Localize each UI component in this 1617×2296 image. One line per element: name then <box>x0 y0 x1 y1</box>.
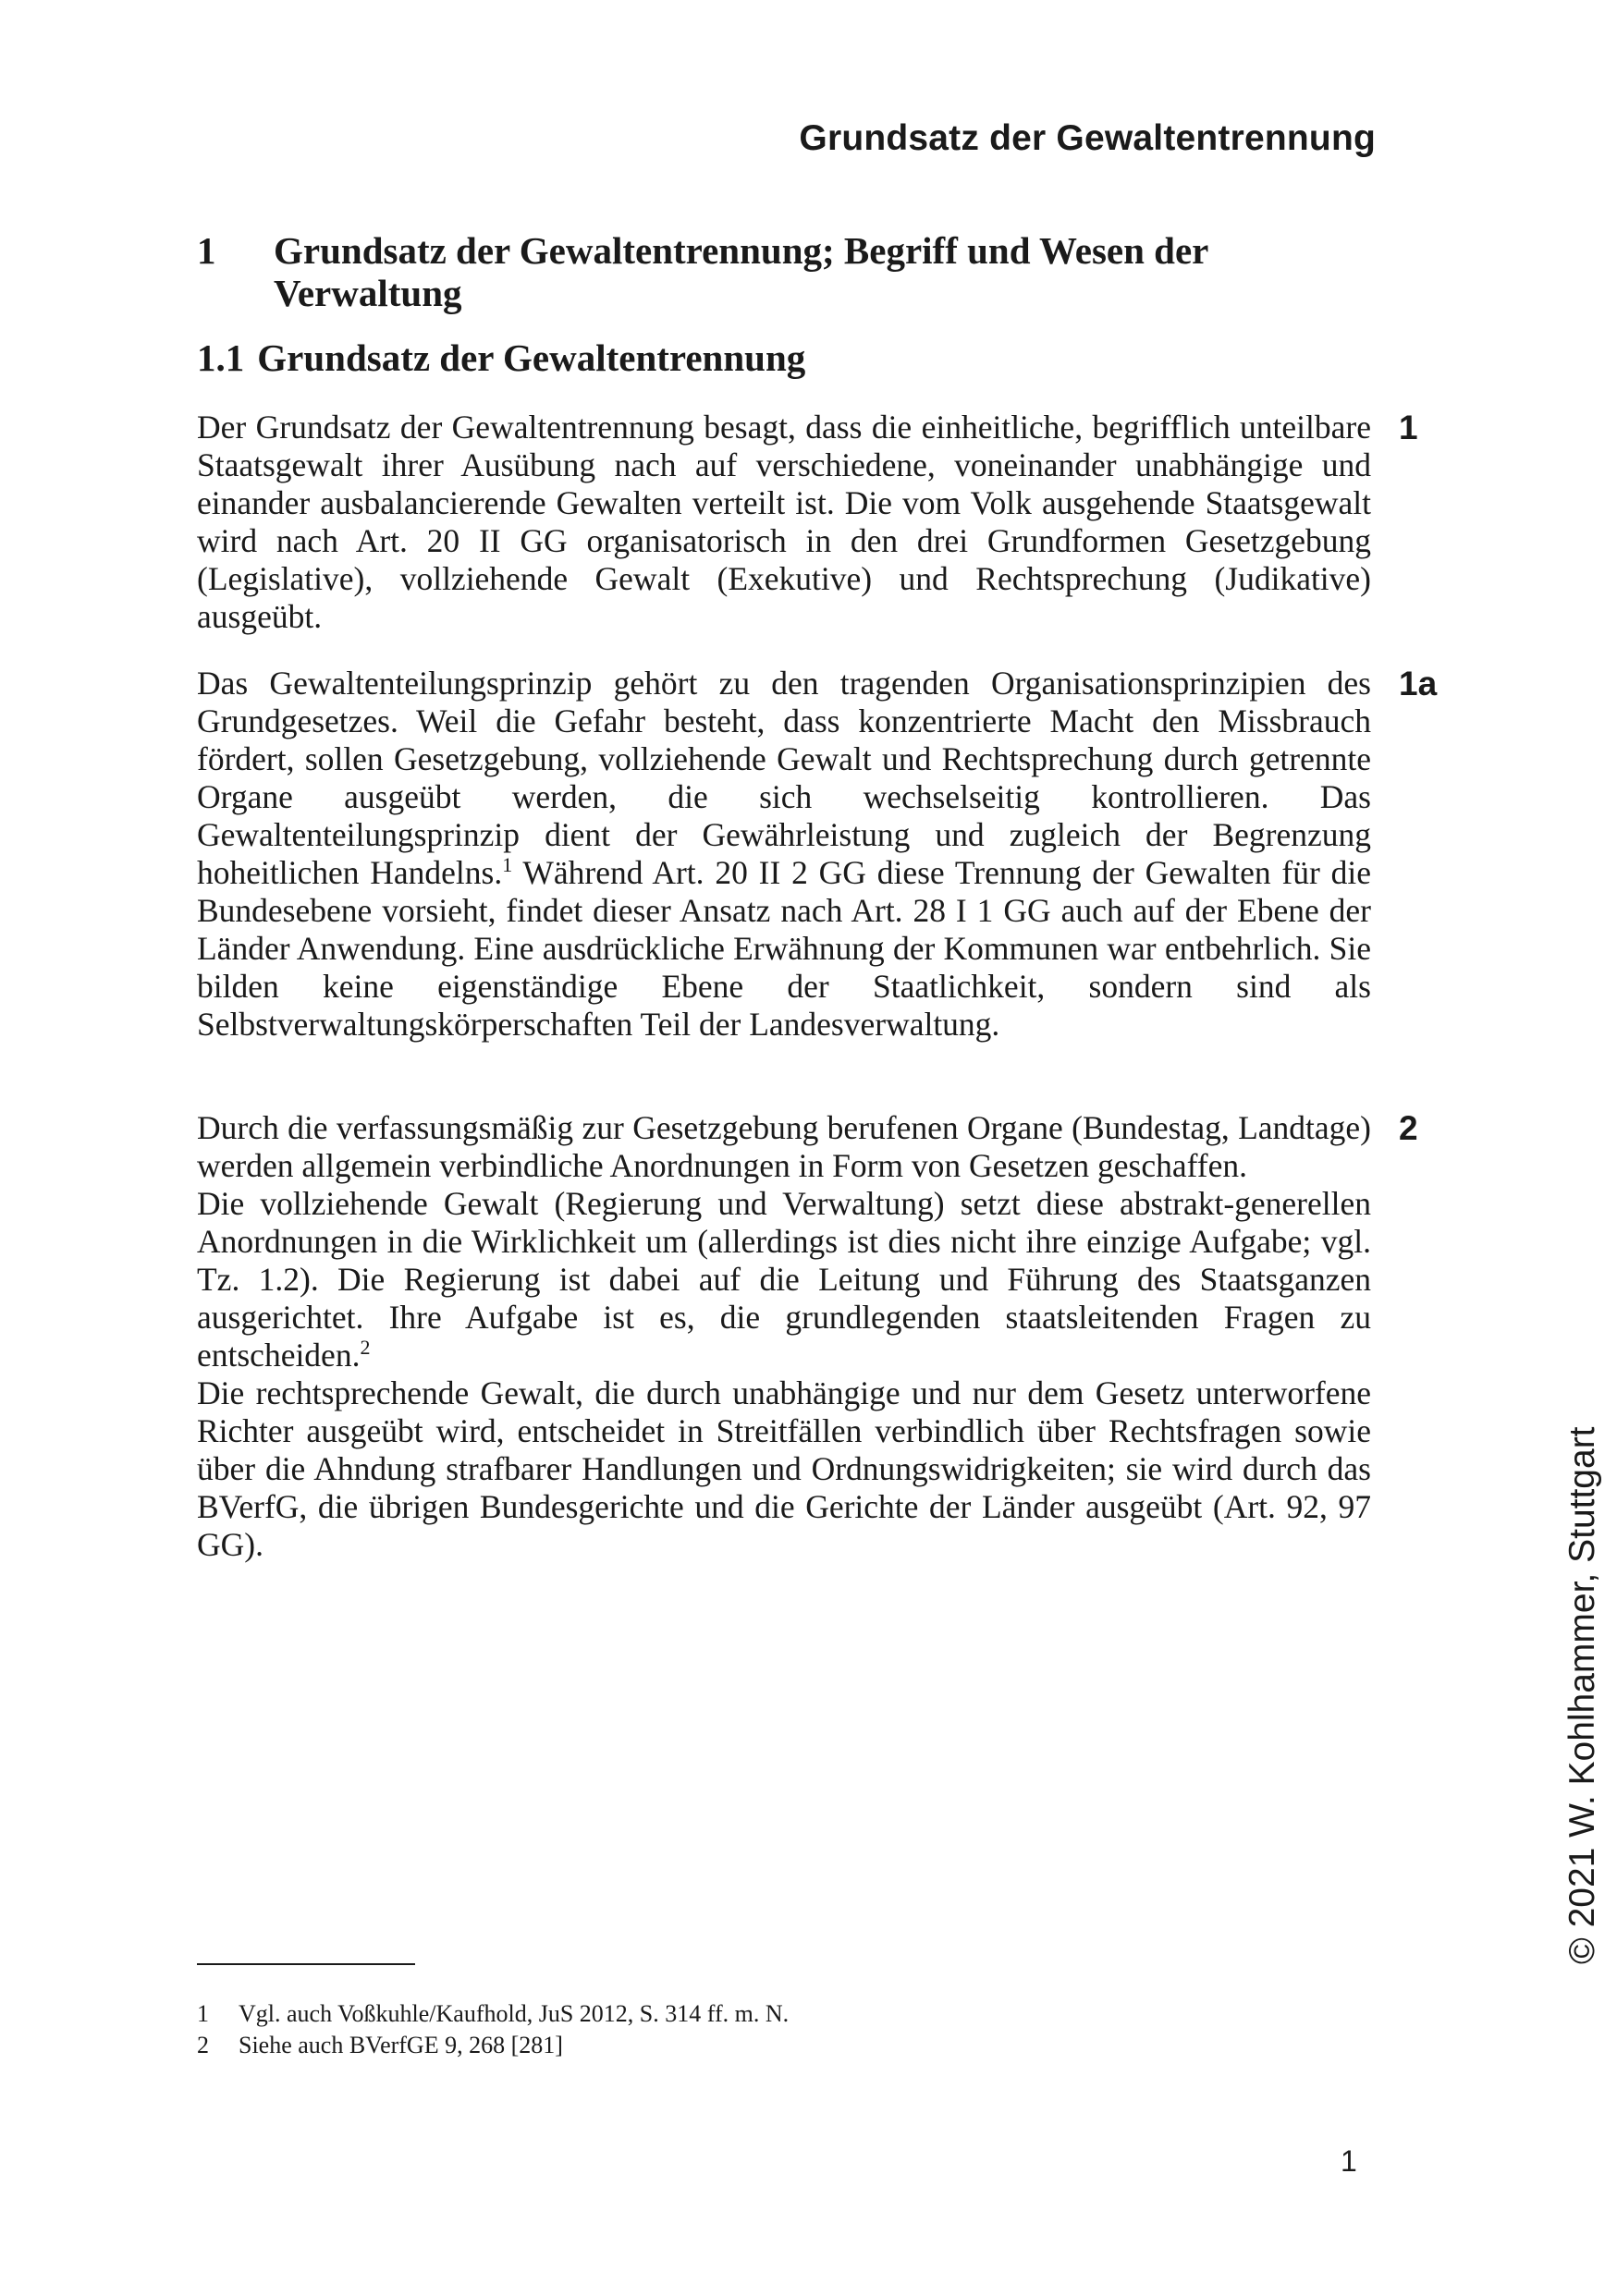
footnote <box>197 2032 563 2059</box>
paragraph-text: Die rechtsprechende Gewalt, die durch unabhängige und nur dem Gesetz unterworfene Richter ausgeübt wird, entscheidet in Streitfällen verbindlich über Rechtsfragen sowie über die Ahndung strafbarer Handlungen und Ordnungswidrigkeiten; sie wird durch das BVerfG, die übrigen Bundesgerichte und die Gerichte der Länder ausgeübt (Art. 92, 97 GG). <box>197 1374 1371 1563</box>
section-heading <box>197 336 805 379</box>
footnote-text: Vgl. auch Voßkuhle/Kaufhold, JuS 2012, S. 314 ff. m. N. <box>239 2000 790 2027</box>
copyright-notice: © 2021 W. Kohlhammer, Stuttgart <box>1562 1426 1602 1964</box>
chapter-heading <box>197 229 1371 314</box>
section-number: 1.1 <box>197 336 245 379</box>
paragraph-1a <box>197 665 1371 1044</box>
footnote-reference: 1 <box>502 852 513 876</box>
paragraph-text: Durch die verfassungsmäßig zur Gesetzgebung berufenen Organe (Bundestag, Landtage) werden allgemein verbindliche Anordnungen in Form von Gesetzen geschaffen. <box>197 1109 1371 1184</box>
margin-number: 2 <box>1399 1109 1418 1147</box>
paragraph-text <box>197 1185 1371 1374</box>
paragraph-text: Der Grundsatz der Gewaltentrennung besagt, dass die einheitliche, begrifflich unteilbare Staatsgewalt ihrer Ausübung nach auf verschiedene, voneinander unabhängige und einander ausbalancierende Gewalten verteilt ist. Die vom Volk ausgehende Staatsgewalt wird nach Art. 20 II GG organisatorisch in den drei Grundformen Gesetzgebung (Legislative), vollziehende Gewalt (Exekutive) und Rechtsprechung (Judikative) ausgeübt. <box>197 409 1371 635</box>
footnote-reference: 2 <box>360 1335 371 1359</box>
margin-number: 1 <box>1399 409 1418 446</box>
footnote <box>197 2000 789 2028</box>
section-title: Grundsatz der Gewaltentrennung <box>257 336 806 379</box>
paragraph-text-part: Während Art. 20 II 2 GG diese Trennung der Gewalten für die Bundesebene vorsieht, findet dieser Ansatz nach Art. 28 I 1 GG auch auf der Ebene der Länder Anwendung. Eine ausdrückliche Erwähnung der Kommunen war entbehrlich. Sie bilden keine eigenständige Ebene der Staatlichkeit, sondern sind als Selbstverwaltungskörperschaften Teil der Landesverwaltung. <box>197 854 1371 1043</box>
footnote-divider <box>197 1963 415 1965</box>
footnote-text: Siehe auch BVerfGE 9, 268 [281] <box>239 2032 563 2058</box>
paragraph-text-part: Die vollziehende Gewalt (Regierung und Verwaltung) setzt diese abstrakt-generellen Anordnungen in die Wirklichkeit um (allerdings ist dies nicht ihre einzige Aufgabe; vgl. Tz. 1.2). Die Regierung ist dabei auf die Leitung und Führung des Staatsganzen ausgerichtet. Ihre Aufgabe ist es, die grundlegenden staatsleitenden Fragen zu entscheiden. <box>197 1185 1371 1374</box>
chapter-title: Grundsatz der Gewaltentrennung; Begriff und Wesen der Verwaltung <box>274 229 1208 314</box>
footnote-number: 2 <box>197 2032 209 2058</box>
page-number: 1 <box>1341 2144 1357 2178</box>
paragraph-text-part: Das Gewaltenteilungsprinzip gehört zu den tragenden Organisationsprinzipien des Grundgesetzes. Weil die Gefahr besteht, dass konzentrierte Macht den Missbrauch fördert, sollen Gesetzgebung, vollziehende Gewalt und Rechtsprechung durch getrennte Organe ausgeübt werden, die sich wechselseitig kontrollieren. Das Gewaltenteilungsprinzip dient der Gewährleistung und zugleich der Begrenzung hoheitlichen Handelns. <box>197 665 1371 891</box>
running-head: Grundsatz der Gewaltentrennung <box>799 118 1376 158</box>
chapter-number: 1 <box>197 229 216 272</box>
footnote-number: 1 <box>197 2000 209 2027</box>
paragraph-text <box>197 665 1371 1044</box>
paragraph-2 <box>197 1109 1371 1564</box>
paragraph-1 <box>197 409 1371 636</box>
margin-number: 1a <box>1399 665 1438 702</box>
